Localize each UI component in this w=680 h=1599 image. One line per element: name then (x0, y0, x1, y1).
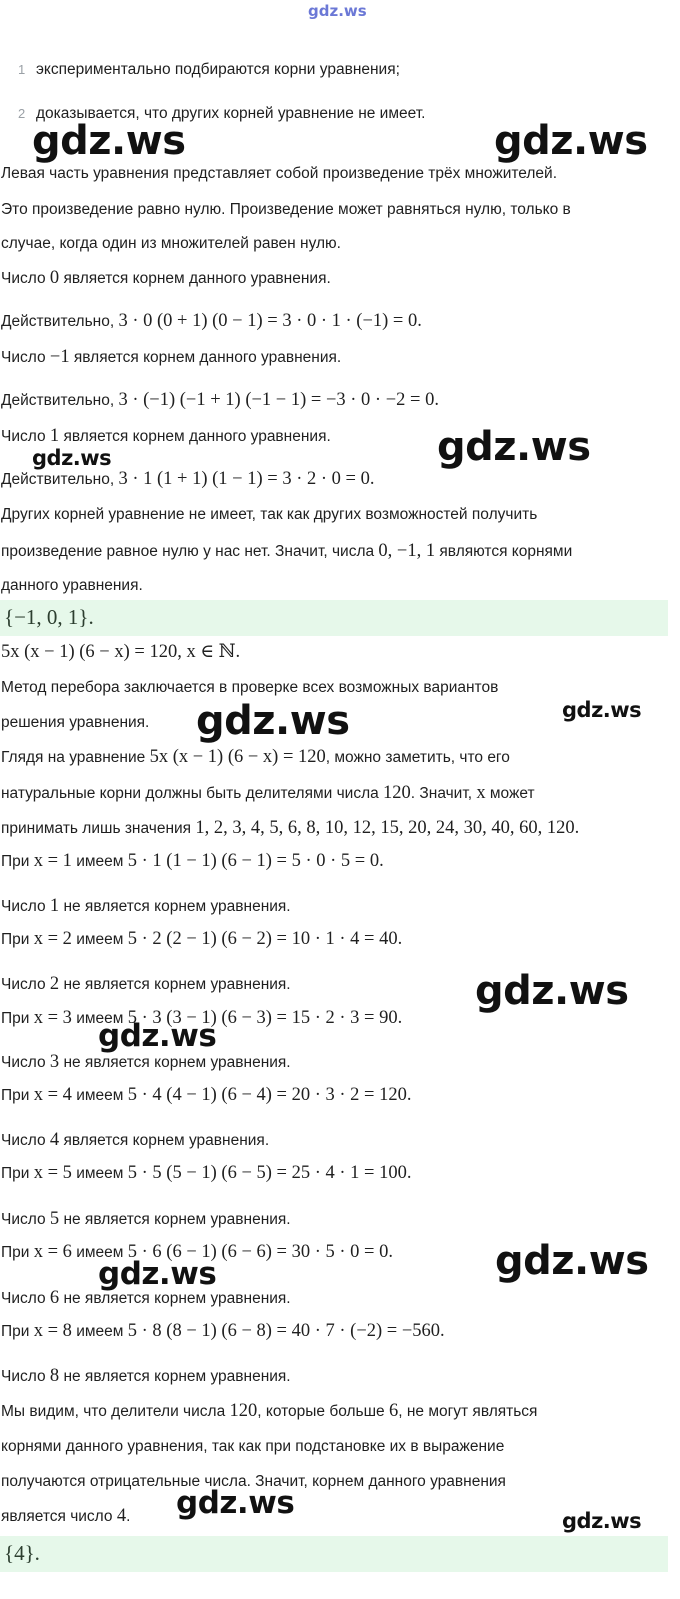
text-fragment: имеем (71, 853, 128, 870)
text-fragment: При (1, 931, 34, 948)
math-inline: 5x (x − 1) (6 − x) = 120 (149, 747, 326, 767)
text-fragment: Число (1, 976, 50, 993)
math-inline: 5 · 3 (3 − 1) (6 − 3) = 15 · 2 · 3 = 90. (127, 1008, 403, 1028)
math-inline: x = 8 (33, 1321, 72, 1341)
math-inline: 6 (49, 1288, 60, 1308)
text-line (1, 1506, 130, 1527)
math-inline: 3 (49, 1052, 60, 1072)
text-line (1, 268, 331, 289)
text-line (1, 747, 510, 768)
math-inline: 5 · 2 (2 − 1) (6 − 2) = 10 · 1 · 4 = 40. (127, 929, 403, 949)
text-line: Это произведение равно нулю. Произведение может равняться нулю, только в (1, 201, 571, 218)
text-fragment: не является корнем уравнения. (59, 898, 291, 915)
text-fragment: При (1, 1323, 34, 1340)
answer-box (0, 600, 668, 636)
text-fragment: Действительно, (1, 392, 119, 409)
math-inline: 2 (49, 974, 60, 994)
text-fragment: является корнем данного уравнения. (59, 270, 331, 287)
text-fragment: , не могут являться (398, 1403, 538, 1420)
text-line (1, 469, 374, 490)
text-fragment: не является корнем уравнения. (59, 1054, 291, 1071)
text-line (1, 541, 572, 562)
text-line (1, 347, 341, 368)
text-line (1, 1209, 291, 1230)
text-fragment: имеем (71, 1323, 128, 1340)
watermark: gdz.ws (32, 118, 186, 164)
text-fragment: Число (1, 270, 50, 287)
text-line (1, 896, 291, 917)
text-fragment: , которые больше (257, 1403, 389, 1420)
math-inline: x = 2 (33, 929, 72, 949)
text-line: решения уравнения. (1, 714, 150, 731)
text-fragment: Число (1, 349, 50, 366)
math-inline: 6 (388, 1401, 399, 1421)
text-line (1, 426, 331, 447)
text-line (1, 851, 384, 872)
math-inline: 5 (49, 1209, 60, 1229)
text-fragment: является корнем данного уравнения. (69, 349, 342, 366)
watermark: gdz.ws (32, 446, 112, 470)
text-fragment: . (126, 1508, 131, 1525)
text-fragment: Действительно, (1, 313, 119, 330)
watermark: gdz.ws (176, 1485, 295, 1521)
math-inline: 120 (383, 783, 411, 803)
text-fragment: может (485, 785, 535, 802)
text-line (1, 1366, 291, 1387)
math-inline: x = 5 (33, 1163, 72, 1183)
text-fragment: является число (1, 1508, 117, 1525)
text-fragment: Число (1, 1132, 50, 1149)
text-fragment: имеем (71, 1087, 128, 1104)
text-line (1, 311, 422, 332)
text-line (1, 1130, 269, 1151)
watermark: gdz.ws (495, 1238, 649, 1284)
text-line (1, 783, 535, 804)
text-fragment: является корнем данного уравнения. (59, 428, 331, 445)
text-line: получаются отрицательные числа. Значит, корнем данного уравнения (1, 1473, 506, 1490)
text-fragment: Действительно, (1, 471, 119, 488)
text-line (1, 1052, 291, 1073)
math-inline: 5 · 1 (1 − 1) (6 − 1) = 5 · 0 · 5 = 0. (127, 851, 384, 871)
math-inline: 1, 2, 3, 4, 5, 6, 8, 10, 12, 15, 20, 24, 30, 40, 60, 120. (195, 818, 580, 838)
text-fragment: При (1, 1165, 34, 1182)
text-fragment: принимать лишь значения (1, 820, 196, 837)
math-inline: 3 · (−1) (−1 + 1) (−1 − 1) = −3 · 0 · −2 = 0. (118, 390, 439, 410)
text-fragment: . Значит, (410, 785, 477, 802)
text-line: данного уравнения. (1, 577, 143, 594)
math-inline: 3 · 1 (1 + 1) (1 − 1) = 3 · 2 · 0 = 0. (118, 469, 375, 489)
text-fragment: Число (1, 1290, 50, 1307)
watermark: gdz.ws (98, 1018, 217, 1054)
math-inline: 5x (x − 1) (6 − x) = 120, x ∈ ℕ. (1, 642, 241, 662)
text-fragment: Мы видим, что делители числа (1, 1403, 230, 1420)
answer-value: {−1, 0, 1}. (4, 605, 94, 629)
math-inline: x = 3 (33, 1008, 72, 1028)
text-fragment: имеем (71, 1010, 128, 1027)
text-fragment: Число (1, 1368, 50, 1385)
text-line (1, 974, 291, 995)
text-line: Метод перебора заключается в проверке всех возможных вариантов (1, 679, 499, 696)
text-fragment: не является корнем уравнения. (59, 1211, 291, 1228)
math-inline: x = 6 (33, 1242, 72, 1262)
text-fragment: При (1, 1010, 34, 1027)
text-fragment: При (1, 1244, 34, 1261)
text-line (1, 390, 439, 411)
list-item-text: экспериментально подбираются корни уравнения; (36, 61, 400, 78)
text-fragment: имеем (71, 1244, 128, 1261)
header-watermark: gdz.ws (308, 2, 367, 20)
text-fragment: натуральные корни должны быть делителями числа (1, 785, 384, 802)
math-inline: 5 · 8 (8 − 1) (6 − 8) = 40 · 7 · (−2) = −560. (127, 1321, 445, 1341)
text-line (1, 1085, 411, 1106)
math-inline: 5 · 5 (5 − 1) (6 − 5) = 25 · 4 · 1 = 100. (127, 1163, 412, 1183)
math-inline: 120 (229, 1401, 258, 1421)
text-fragment: Число (1, 1054, 50, 1071)
text-line (1, 1321, 445, 1342)
math-inline: x = 1 (33, 851, 72, 871)
text-fragment: является корнем уравнения. (59, 1132, 270, 1149)
math-inline: 5 · 6 (6 − 1) (6 − 6) = 30 · 5 · 0 = 0. (127, 1242, 393, 1262)
text-line (1, 929, 402, 950)
math-inline: 5 · 4 (4 − 1) (6 − 4) = 20 · 3 · 2 = 120. (127, 1085, 412, 1105)
watermark: gdz.ws (562, 698, 642, 722)
watermark: gdz.ws (475, 968, 629, 1014)
text-line (1, 1163, 411, 1184)
watermark: gdz.ws (494, 118, 648, 164)
math-inline: 1 (49, 896, 60, 916)
watermark: gdz.ws (98, 1256, 217, 1292)
math-inline: 8 (49, 1366, 60, 1386)
text-fragment: не является корнем уравнения. (59, 976, 291, 993)
text-fragment: имеем (71, 1165, 128, 1182)
math-inline: x = 4 (33, 1085, 72, 1105)
text-fragment: не является корнем уравнения. (59, 1290, 291, 1307)
list-item-number: 2 (18, 106, 26, 121)
text-fragment: имеем (71, 931, 128, 948)
text-line (1, 818, 579, 839)
list-item-number: 1 (18, 62, 26, 77)
text-line: Левая часть уравнения представляет собой произведение трёх множителей. (1, 165, 558, 182)
text-fragment: являются корнями (435, 543, 573, 560)
text-fragment: не является корнем уравнения. (59, 1368, 291, 1385)
text-fragment: Число (1, 428, 50, 445)
text-fragment: При (1, 1087, 34, 1104)
answer-value: {4}. (4, 1541, 40, 1565)
text-fragment: Глядя на уравнение (1, 749, 150, 766)
text-line: случае, когда один из множителей равен нулю. (1, 235, 341, 252)
watermark: gdz.ws (196, 698, 350, 744)
math-inline: 0 (49, 268, 60, 288)
math-inline: 0, −1, 1 (378, 541, 436, 561)
answer-box (0, 1536, 668, 1572)
text-fragment: При (1, 853, 34, 870)
text-line (1, 1401, 537, 1422)
text-line: Других корней уравнение не имеет, так как других возможностей получить (1, 506, 538, 523)
watermark: gdz.ws (562, 1509, 642, 1533)
text-fragment: Число (1, 1211, 50, 1228)
math-inline: 3 · 0 (0 + 1) (0 − 1) = 3 · 0 · 1 · (−1) = 0. (118, 311, 422, 331)
math-inline: 1 (49, 426, 60, 446)
math-inline: 4 (49, 1130, 60, 1150)
equation-line (1, 642, 240, 663)
math-inline: 4 (116, 1506, 127, 1526)
list-item-text: доказывается, что других корней уравнение не имеет. (36, 105, 426, 122)
text-fragment: Число (1, 898, 50, 915)
watermark: gdz.ws (437, 424, 591, 470)
text-line: корнями данного уравнения, так как при подстановке их в выражение (1, 1438, 505, 1455)
math-inline: x (476, 783, 486, 803)
text-fragment: произведение равное нулю у нас нет. Значит, числа (1, 543, 379, 560)
math-inline: −1 (49, 347, 70, 367)
text-fragment: , можно заметить, что его (325, 749, 510, 766)
